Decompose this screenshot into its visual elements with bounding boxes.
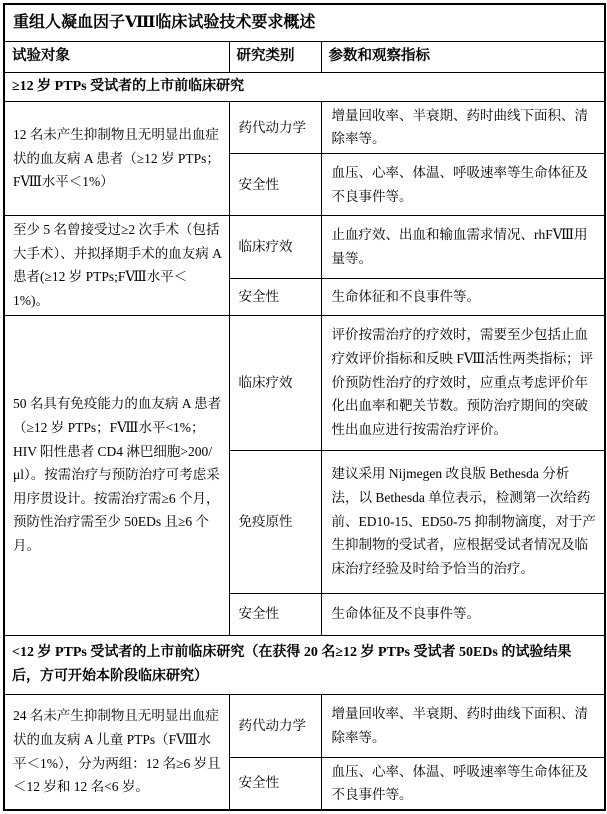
- requirements-table: [3, 3, 606, 811]
- category-cell: 安全性: [229, 757, 321, 810]
- parameters-cell: 血压、心率、体温、呼吸速率等生命体征及不良事件等。: [321, 757, 605, 810]
- category-cell: 药代动力学: [229, 101, 321, 153]
- category-cell: 安全性: [229, 154, 321, 216]
- parameters-cell: 生命体征和不良事件等。: [321, 278, 605, 315]
- section-heading-over-12: ≥12 岁 PTPs 受试者的上市前临床研究: [4, 73, 605, 102]
- table-title: 重组人凝血因子Ⅷ临床试验技术要求概述: [4, 4, 605, 42]
- column-header-parameters: 参数和观察指标: [321, 42, 605, 73]
- parameters-cell: 增量回收率、半衰期、药时曲线下面积、清除率等。: [321, 101, 605, 153]
- category-cell: 药代动力学: [229, 694, 321, 757]
- parameters-cell: 生命体征及不良事件等。: [321, 593, 605, 635]
- subject-cell: 12 名未产生抑制物且无明显出血症状的血友病 A 患者（≥12 岁 PTPs；FⅧ水平＜1%）: [4, 101, 229, 215]
- parameters-cell: 增量回收率、半衰期、药时曲线下面积、清除率等。: [321, 694, 605, 757]
- column-header-subject: 试验对象: [4, 42, 229, 73]
- category-cell: 安全性: [229, 593, 321, 635]
- category-cell: 临床疗效: [229, 216, 321, 279]
- subject-cell: 50 名具有免疫能力的血友病 A 患者（≥12 岁 PTPs；FⅧ水平<1%；HIV 阳性患者 CD4 淋巴细胞>200/μl）。按需治疗与预防治疗可考虑采用序贯设计。按需治疗需≥6 个月，预防性治疗需至少 50EDs 且≥6 个月。: [4, 315, 229, 635]
- subject-cell: 24 名未产生抑制物且无明显出血症状的血友病 A 儿童 PTPs（FⅧ水平＜1%），分为两组：12 名≥6 岁且＜12 岁和 12 名<6 岁。: [4, 694, 229, 810]
- category-cell: 免疫原性: [229, 450, 321, 593]
- subject-cell: 至少 5 名曾接受过≥2 次手术（包括大手术）、并拟择期手术的血友病 A 患者(≥12 岁 PTPs;FⅧ水平＜1%)。: [4, 216, 229, 316]
- category-cell: 安全性: [229, 278, 321, 315]
- parameters-cell: 建议采用 Nijmegen 改良版 Bethesda 分析法，以 Bethesda 单位表示，检测第一次给药前、ED10-15、ED50-75 抑制物滴度，对于产生抑制物的受试者，应根据受试者情况及临床治疗经验及时给予恰当的治疗。: [321, 450, 605, 593]
- category-cell: 临床疗效: [229, 315, 321, 450]
- column-header-category: 研究类别: [229, 42, 321, 73]
- parameters-cell: 评价按需治疗的疗效时，需要至少包括止血疗效评价指标和反映 FⅧ活性两类指标；评价预防性治疗的疗效时，应重点考虑评价年化出血率和靶关节数。预防治疗期间的突破性出血应进行按需治疗评价。: [321, 315, 605, 450]
- parameters-cell: 血压、心率、体温、呼吸速率等生命体征及不良事件等。: [321, 154, 605, 216]
- parameters-cell: 止血疗效、出血和输血需求情况、rhFⅧ用量等。: [321, 216, 605, 279]
- section-heading-under-12: <12 岁 PTPs 受试者的上市前临床研究（在获得 20 名≥12 岁 PTPs 受试者 50EDs 的试验结果后，方可开始本阶段临床研究）: [4, 635, 605, 694]
